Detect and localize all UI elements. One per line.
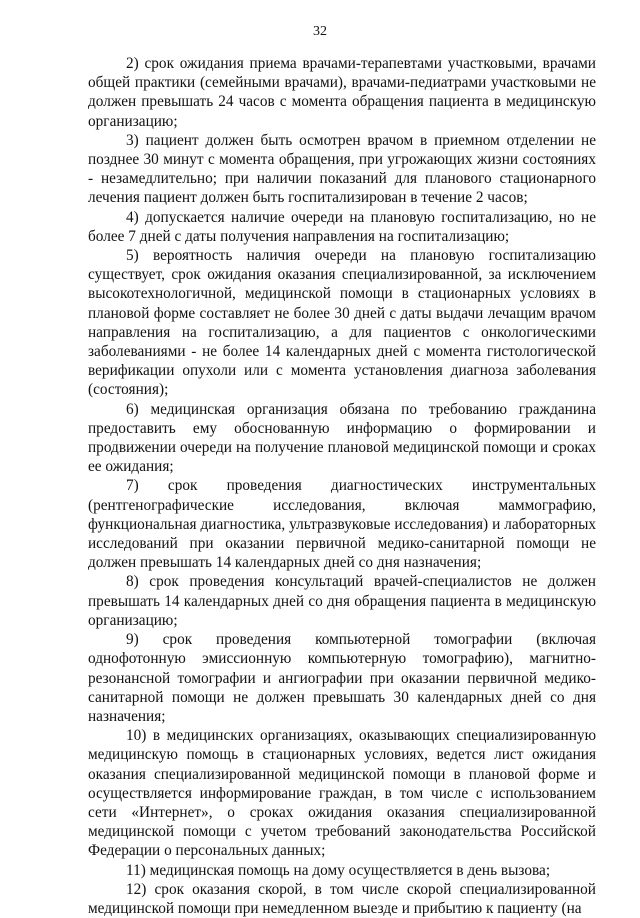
paragraph-item-7: 7) срок проведения диагностических инструментальных (рентгенографические исследования, включая маммографию, функциональная диагностика, ультразвуковые исследования) и лабораторных исследований при оказании первичной медико-санитарной помощи не должен превышать 14 календарных дней со дня назначения; (88, 477, 596, 572)
paragraph-item-5: 5) вероятность наличия очереди на плановую госпитализацию существует, срок ожидания оказания специализированной, за исключением высокотехнологичной, медицинской помощи в стационарных условиях в плановой форме составляет не более 30 дней с даты выдачи лечащим врачом направления на госпитализацию, а для пациентов с онкологическими заболеваниями - не более 14 календарных дней с момента гистологической верификации опухоли или с момента установления диагноза заболевания (состояния); (88, 247, 596, 399)
paragraph-item-8: 8) срок проведения консультаций врачей-специалистов не должен превышать 14 календарных дней со дня обращения пациента в медицинскую организацию; (88, 573, 596, 629)
paragraph-item-4: 4) допускается наличие очереди на плановую госпитализацию, но не более 7 дней с даты получения направления на госпитализацию; (88, 208, 596, 245)
paragraph-item-3: 3) пациент должен быть осмотрен врачом в приемном отделении не позднее 30 минут с момента обращения, при угрожающих жизни состояниях - незамедлительно; при наличии показаний для планового стационарного лечения пациент должен быть госпитализирован в течение 2 часов; (88, 131, 596, 207)
paragraph-item-2: 2) срок ожидания приема врачами-терапевтами участковыми, врачами общей практики (семейными врачами), врачами-педиатрами участковыми не должен превышать 24 часов с момента обращения пациента в медицинскую организацию; (88, 55, 596, 130)
paragraph-item-12: 12) срок оказания скорой, в том числе скорой специализированной медицинской помощи при немедленном выезде и прибытию к пациенту (на (88, 880, 596, 917)
page-number: 32 (313, 24, 327, 39)
paragraph-item-6: 6) медицинская организация обязана по требованию гражданина предоставить ему обоснованную информацию о формировании и продвижении очереди на получение плановой медицинской помощи и сроках ее ожидания; (88, 400, 596, 476)
paragraph-item-9: 9) срок проведения компьютерной томографии (включая однофотонную эмиссионную компьютерную томографию), магнитно-резонансной томографии и ангиографии при оказании первичной медико-санитарной помощи не должен превышать 30 календарных дней со дня назначения; (88, 631, 596, 725)
paragraph-item-11: 11) медицинская помощь на дому осуществляется в день вызова; (126, 861, 551, 879)
document-body (88, 54, 596, 918)
paragraph-item-10: 10) в медицинских организациях, оказывающих специализированную медицинскую помощь в стационарных условиях, ведется лист ожидания оказания специализированной медицинской помощи в плановой форме и осуществляется информирование граждан, в том числе с использованием сети «Интернет», о сроках ожидания оказания специализированной медицинской помощи с учетом требований законодательства Российской Федерации о персональных данных; (88, 727, 596, 860)
